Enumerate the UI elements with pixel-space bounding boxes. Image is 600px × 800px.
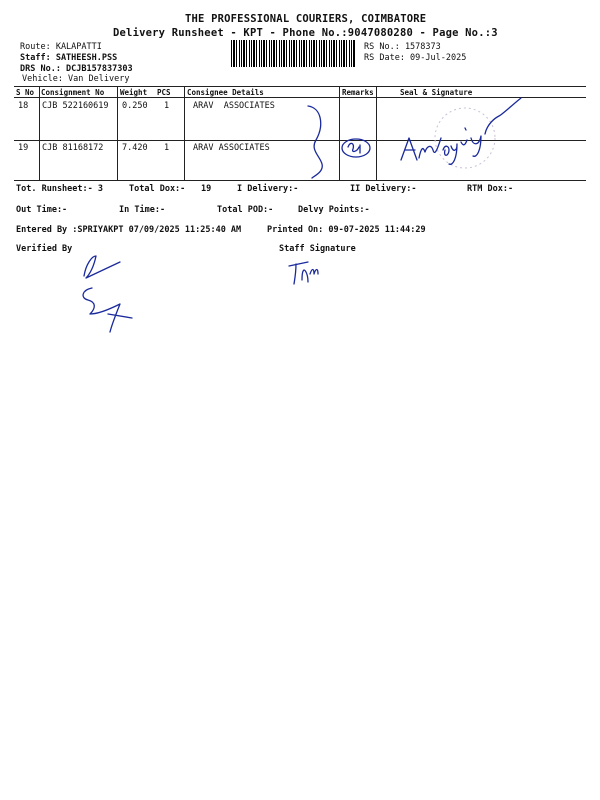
row-19-pcs: 1 [164,143,170,153]
col-header-consignee: Consignee Details [187,88,264,97]
row-19-consignment: CJB 81168172 [42,143,104,153]
drs-number: DRS No.: DCJB157837303 [20,64,133,74]
total-pod-label: Total POD:- [217,205,274,215]
entered-by: Entered By :SPRIYAKPT 07/09/2025 11:25:40 AM [16,225,242,235]
first-delivery-label: I Delivery:- [237,184,299,194]
col-header-remarks: Remarks [342,88,374,97]
staff-signature-mark [286,256,336,286]
table-col-divider [39,86,40,180]
verified-by-signature [70,248,160,338]
row-19-sno: 19 [18,143,29,153]
route-label: Route: KALAPATTI [20,42,102,52]
col-header-weight: Weight [120,88,148,97]
total-runsheet: Tot. Runsheet:- 3 [16,184,103,194]
out-time-label: Out Time:- [16,205,68,215]
company-title: THE PROFESSIONAL COURIERS, COIMBATORE [185,13,427,25]
rtm-dox-label: RTM Dox:- [467,184,514,194]
runsheet-subtitle: Delivery Runsheet - KPT - Phone No.:9047080280 - Page No.:3 [113,27,498,39]
in-time-label: In Time:- [119,205,166,215]
verified-by-label: Verified By [16,244,73,254]
rs-date: RS Date: 09-Jul-2025 [364,53,467,63]
row-18-pcs: 1 [164,101,170,111]
row-19-consignee: ARAV ASSOCIATES [193,143,270,153]
vehicle-label: Vehicle: Van Delivery [22,74,130,84]
col-header-pcs: PCS [157,88,171,97]
total-dox-value: 19 [201,184,212,194]
printed-on: Printed On: 09-07-2025 11:44:29 [267,225,426,235]
seal-signature-mark [395,88,535,168]
row-18-consignee: ARAV ASSOCIATES [193,101,275,111]
barcode [231,40,355,67]
col-header-consignment: Consignment No [41,88,105,97]
col-header-sno: S No [16,88,35,97]
staff-signature-label: Staff Signature [279,244,356,254]
col-header-seal-signature: Seal & Signature [400,88,473,97]
row-18-consignment: CJB 522160619 [42,101,109,111]
total-dox-label: Total Dox:- [129,184,186,194]
second-delivery-label: II Delivery:- [350,184,417,194]
table-border-top [14,86,586,87]
row-18-sno: 18 [18,101,29,111]
row-19-weight: 7.420 [122,143,148,153]
table-col-divider [117,86,118,180]
table-col-divider [184,86,185,180]
rs-number: RS No.: 1578373 [364,42,441,52]
staff-label: Staff: SATHEESH.PSS [20,53,118,63]
row-18-weight: 0.250 [122,101,148,111]
remarks-circle-mark [338,135,378,165]
delivery-points-label: Delvy Points:- [298,205,370,215]
